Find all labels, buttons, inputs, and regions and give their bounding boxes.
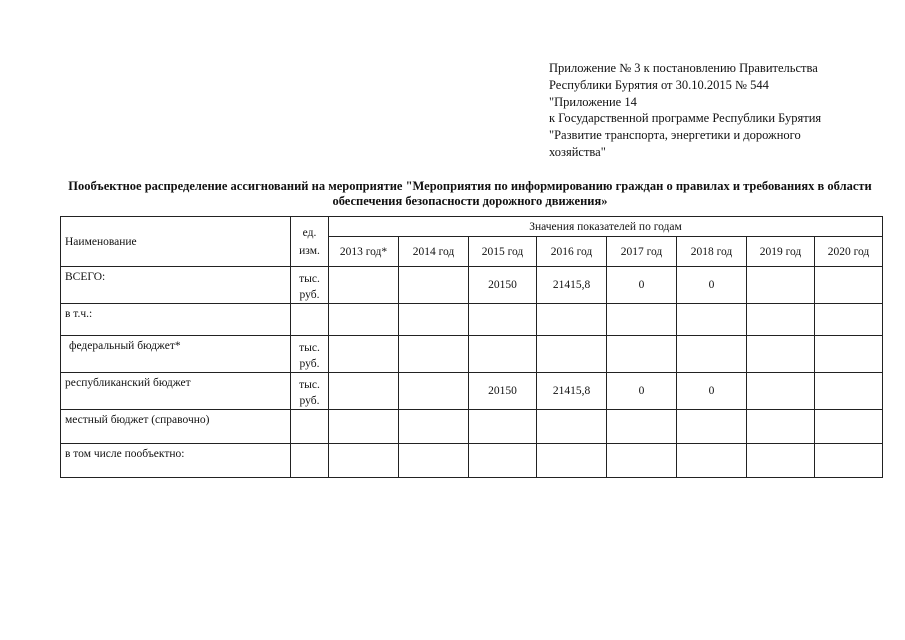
appendix-line: "Приложение 14: [549, 94, 637, 109]
value-cell: [537, 304, 607, 336]
value-cell: [469, 304, 537, 336]
value-cell: [747, 336, 815, 373]
row-name: в т.ч.:: [61, 304, 291, 336]
value-cell: [399, 336, 469, 373]
value-cell: [815, 267, 883, 304]
value-cell: [329, 336, 399, 373]
value-cell: [747, 304, 815, 336]
value-cell: [469, 336, 537, 373]
value-cell: [747, 373, 815, 410]
value-cell: [677, 444, 747, 478]
value-cell: [399, 373, 469, 410]
value-cell: [607, 410, 677, 444]
value-cell: [537, 444, 607, 478]
table-row: [61, 304, 883, 336]
table-row: [61, 444, 883, 478]
value-cell: 0: [607, 373, 677, 410]
appendix-line: "Развитие транспорта, энергетики и дорожного: [549, 128, 801, 143]
value-cell: [815, 304, 883, 336]
value-cell: 21415,8: [537, 373, 607, 410]
year-header: 2014 год: [399, 237, 469, 267]
value-cell: [537, 336, 607, 373]
row-unit: тыс. руб.: [291, 373, 329, 410]
year-header: 2018 год: [677, 237, 747, 267]
year-header: 2017 год: [607, 237, 677, 267]
value-cell: [815, 373, 883, 410]
value-cell: [469, 410, 537, 444]
appendix-reference: [549, 60, 889, 161]
year-header: 2015 год: [469, 237, 537, 267]
value-cell: [399, 267, 469, 304]
row-unit: тыс. руб.: [291, 267, 329, 304]
row-name: ВСЕГО:: [61, 267, 291, 304]
value-cell: [329, 304, 399, 336]
value-cell: [815, 410, 883, 444]
row-unit: тыс. руб.: [291, 336, 329, 373]
year-header: 2016 год: [537, 237, 607, 267]
value-cell: [747, 444, 815, 478]
value-cell: [399, 410, 469, 444]
value-cell: [747, 410, 815, 444]
value-cell: [815, 444, 883, 478]
value-cell: [329, 410, 399, 444]
row-name: федеральный бюджет*: [61, 336, 291, 373]
value-cell: [329, 267, 399, 304]
value-cell: [747, 267, 815, 304]
value-cell: 0: [677, 373, 747, 410]
value-cell: [607, 444, 677, 478]
value-cell: [607, 304, 677, 336]
value-cell: [677, 336, 747, 373]
years-group-header: Значения показателей по годам: [329, 217, 883, 237]
row-name: местный бюджет (справочно): [61, 410, 291, 444]
value-cell: [399, 444, 469, 478]
value-cell: 0: [607, 267, 677, 304]
value-cell: 20150: [469, 373, 537, 410]
row-name: в том числе пообъектно:: [61, 444, 291, 478]
year-header: 2020 год: [815, 237, 883, 267]
value-cell: [329, 444, 399, 478]
column-header-unit: [291, 217, 329, 267]
value-cell: 0: [677, 267, 747, 304]
table-row: [61, 336, 883, 373]
table-row: [61, 410, 883, 444]
row-unit: [291, 304, 329, 336]
document-title: Пообъектное распределение ассигнований на мероприятие "Мероприятия по информированию граждан о правилах и требованиях в области обеспечения безопасности дорожного движения»: [68, 179, 872, 208]
value-cell: [607, 336, 677, 373]
value-cell: [677, 410, 747, 444]
value-cell: 20150: [469, 267, 537, 304]
value-cell: [677, 304, 747, 336]
appendix-line: Приложение № 3 к постановлению Правительства: [549, 61, 818, 75]
value-cell: [469, 444, 537, 478]
year-header: 2013 год*: [329, 237, 399, 267]
unit-header-line: изм.: [299, 244, 320, 257]
year-header: 2019 год: [747, 237, 815, 267]
value-cell: 21415,8: [537, 267, 607, 304]
appendix-line: к Государственной программе Республики Бурятия: [549, 111, 822, 126]
value-cell: [329, 373, 399, 410]
appendix-line: хозяйства": [549, 144, 606, 159]
unit-header-line: ед.: [302, 226, 317, 239]
column-header-name: Наименование: [61, 217, 291, 267]
value-cell: [537, 410, 607, 444]
appendix-line: Республики Бурятия от 30.10.2015 № 544: [549, 77, 769, 92]
value-cell: [399, 304, 469, 336]
table-row: [61, 373, 883, 410]
value-cell: [815, 336, 883, 373]
row-unit: [291, 410, 329, 444]
table-row: [61, 267, 883, 304]
row-name: республиканский бюджет: [61, 373, 291, 410]
row-unit: [291, 444, 329, 478]
allocation-table: [60, 216, 883, 478]
